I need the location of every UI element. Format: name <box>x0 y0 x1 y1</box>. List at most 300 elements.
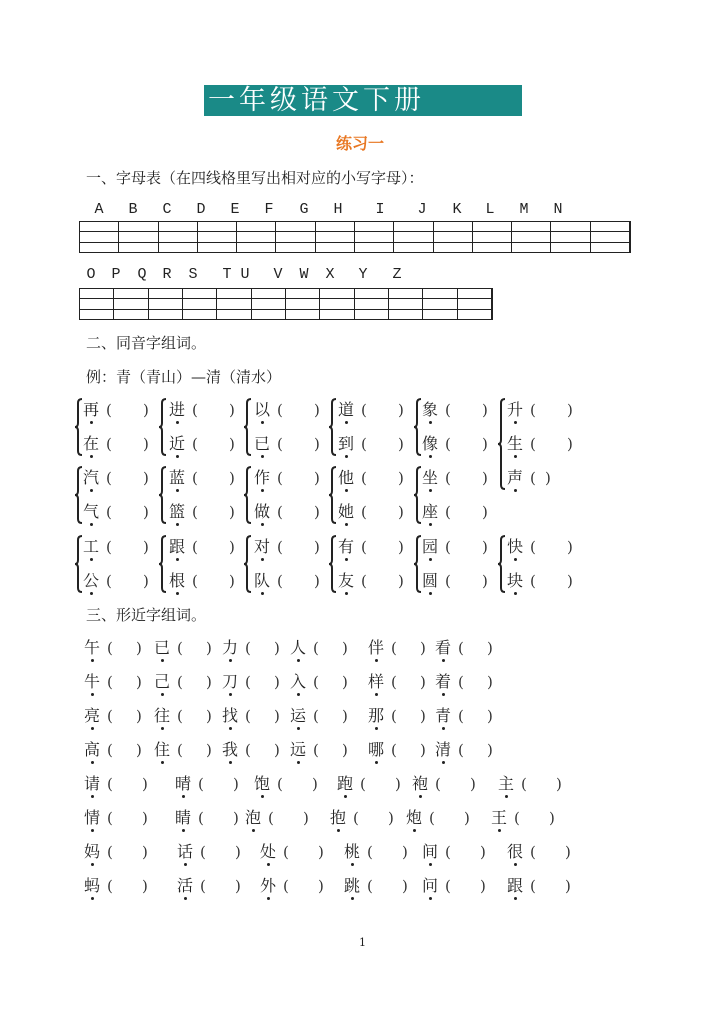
blank-open-paren: ( <box>361 503 367 521</box>
brace-path <box>498 536 505 592</box>
blank-open-paren: ( <box>200 843 206 861</box>
similar-char: 亮 <box>83 706 101 725</box>
answer-blank[interactable] <box>116 808 134 828</box>
homophone-char: 作 <box>253 468 271 487</box>
homophone-char: 生 <box>506 434 524 453</box>
answer-blank[interactable] <box>539 842 557 862</box>
blank-close-paren: ) <box>314 538 320 556</box>
answer-blank[interactable] <box>376 876 394 896</box>
brace-icon <box>328 466 338 524</box>
answer-blank[interactable] <box>322 638 340 658</box>
grid-cell[interactable] <box>198 222 237 252</box>
blank-open-paren: ( <box>445 469 451 487</box>
answer-blank[interactable] <box>322 672 340 692</box>
brace-icon <box>243 398 253 456</box>
blank-close-paren: ) <box>274 707 280 725</box>
blank-close-paren: ) <box>480 877 486 895</box>
answer-blank[interactable] <box>201 537 225 557</box>
blank-close-paren: ) <box>318 877 324 895</box>
capital-letter: Q <box>137 266 147 283</box>
grid-cell[interactable] <box>149 289 183 319</box>
blank-open-paren: ( <box>277 538 283 556</box>
blank-close-paren: ) <box>549 809 555 827</box>
answer-blank[interactable] <box>292 842 310 862</box>
answer-blank[interactable] <box>454 571 478 591</box>
grid-cell[interactable] <box>512 222 551 252</box>
grid-cell[interactable] <box>217 289 251 319</box>
blank-close-paren: ) <box>314 469 320 487</box>
homophone-char: 公 <box>82 571 100 590</box>
similar-char: 请 <box>83 774 101 793</box>
blank-close-paren: ) <box>314 401 320 419</box>
capital-letter: E <box>230 201 240 218</box>
homophone-char: 圆 <box>421 571 439 590</box>
homophone-char: 进 <box>168 400 186 419</box>
similar-char: 泡 <box>244 808 262 827</box>
blank-close-paren: ) <box>464 809 470 827</box>
answer-blank[interactable] <box>454 876 472 896</box>
similar-char: 已 <box>153 638 171 657</box>
brace-path <box>159 536 166 592</box>
blank-open-paren: ( <box>245 639 251 657</box>
answer-blank[interactable] <box>115 468 139 488</box>
answer-blank[interactable] <box>254 740 272 760</box>
blank-close-paren: ) <box>487 707 493 725</box>
answer-blank[interactable] <box>467 672 485 692</box>
answer-blank[interactable] <box>454 434 478 454</box>
answer-blank[interactable] <box>286 434 310 454</box>
section1-heading: 一、字母表（在四线格里写出相对应的小写字母）： <box>86 169 424 187</box>
blank-close-paren: ) <box>235 877 241 895</box>
brace-path <box>329 467 336 523</box>
brace-path <box>329 399 336 455</box>
similar-char: 抱 <box>329 808 347 827</box>
grid-cell[interactable] <box>355 222 394 252</box>
blank-open-paren: ( <box>530 401 536 419</box>
blank-close-paren: ) <box>420 673 426 691</box>
answer-blank[interactable] <box>207 808 225 828</box>
capital-letter: K <box>452 201 462 218</box>
answer-blank[interactable] <box>454 537 478 557</box>
blank-open-paren: ( <box>361 538 367 556</box>
brace-icon <box>328 535 338 593</box>
similar-char: 活 <box>176 876 194 895</box>
blank-close-paren: ) <box>314 503 320 521</box>
capital-letter: H <box>333 201 343 218</box>
capital-letter: V <box>273 266 283 283</box>
blank-open-paren: ( <box>530 435 536 453</box>
brace-icon <box>158 466 168 524</box>
similar-char: 伴 <box>367 638 385 657</box>
grid-cell[interactable] <box>473 222 512 252</box>
brace-icon <box>328 398 338 456</box>
blank-open-paren: ( <box>429 809 435 827</box>
blank-close-paren: ) <box>314 435 320 453</box>
blank-close-paren: ) <box>136 639 142 657</box>
homophone-char: 篮 <box>168 502 186 521</box>
blank-open-paren: ( <box>391 707 397 725</box>
homophone-char: 道 <box>337 400 355 419</box>
answer-blank[interactable] <box>539 400 563 420</box>
answer-blank[interactable] <box>286 468 310 488</box>
answer-blank[interactable] <box>286 571 310 591</box>
homophone-char: 气 <box>82 502 100 521</box>
answer-blank[interactable] <box>370 400 394 420</box>
grid-cell[interactable] <box>389 289 423 319</box>
section3-heading: 三、形近字组词。 <box>86 606 207 624</box>
blank-open-paren: ( <box>107 843 113 861</box>
answer-blank[interactable] <box>539 468 563 488</box>
grid-cell[interactable] <box>114 289 148 319</box>
blank-open-paren: ( <box>106 572 112 590</box>
answer-blank[interactable] <box>201 434 225 454</box>
blank-close-paren: ) <box>470 775 476 793</box>
blank-close-paren: ) <box>482 538 488 556</box>
blank-close-paren: ) <box>567 538 573 556</box>
answer-blank[interactable] <box>209 876 227 896</box>
homophone-char: 做 <box>253 502 271 521</box>
brace-icon <box>158 535 168 593</box>
blank-close-paren: ) <box>567 435 573 453</box>
capital-letter: B <box>128 201 138 218</box>
blank-close-paren: ) <box>398 435 404 453</box>
blank-close-paren: ) <box>142 775 148 793</box>
answer-blank[interactable] <box>254 706 272 726</box>
blank-open-paren: ( <box>245 707 251 725</box>
answer-blank[interactable] <box>286 774 304 794</box>
blank-open-paren: ( <box>107 809 113 827</box>
similar-char: 情 <box>83 808 101 827</box>
brace-icon <box>497 398 507 490</box>
answer-blank[interactable] <box>454 842 472 862</box>
brace-path <box>75 399 82 455</box>
answer-blank[interactable] <box>539 537 563 557</box>
answer-blank[interactable] <box>322 706 340 726</box>
blank-close-paren: ) <box>487 673 493 691</box>
similar-char: 王 <box>490 808 508 827</box>
blank-close-paren: ) <box>206 673 212 691</box>
grid-cell[interactable] <box>159 222 198 252</box>
blank-close-paren: ) <box>206 639 212 657</box>
blank-close-paren: ) <box>420 707 426 725</box>
grid-cell[interactable] <box>286 289 320 319</box>
homophone-char: 座 <box>421 502 439 521</box>
capital-letter: U <box>240 266 250 283</box>
blank-close-paren: ) <box>342 639 348 657</box>
answer-blank[interactable] <box>115 400 139 420</box>
brace-path <box>75 467 82 523</box>
blank-close-paren: ) <box>482 435 488 453</box>
answer-blank[interactable] <box>116 740 134 760</box>
answer-blank[interactable] <box>277 808 295 828</box>
blank-open-paren: ( <box>245 741 251 759</box>
blank-close-paren: ) <box>342 741 348 759</box>
blank-close-paren: ) <box>487 741 493 759</box>
blank-open-paren: ( <box>313 741 319 759</box>
blank-close-paren: ) <box>143 538 149 556</box>
answer-blank[interactable] <box>201 400 225 420</box>
answer-blank[interactable] <box>322 740 340 760</box>
answer-blank[interactable] <box>454 400 478 420</box>
answer-blank[interactable] <box>186 638 204 658</box>
blank-open-paren: ( <box>458 639 464 657</box>
brace-path <box>329 536 336 592</box>
blank-open-paren: ( <box>268 809 274 827</box>
answer-blank[interactable] <box>523 808 541 828</box>
answer-blank[interactable] <box>209 842 227 862</box>
similar-char: 桃 <box>343 842 361 861</box>
blank-open-paren: ( <box>313 639 319 657</box>
similar-char: 处 <box>259 842 277 861</box>
blank-open-paren: ( <box>445 843 451 861</box>
grid-line <box>80 309 492 310</box>
homophone-char: 像 <box>421 434 439 453</box>
similar-char: 主 <box>497 774 515 793</box>
answer-blank[interactable] <box>467 706 485 726</box>
blank-open-paren: ( <box>530 877 536 895</box>
blank-close-paren: ) <box>342 707 348 725</box>
answer-blank[interactable] <box>376 842 394 862</box>
blank-close-paren: ) <box>312 775 318 793</box>
blank-open-paren: ( <box>198 809 204 827</box>
answer-blank[interactable] <box>454 502 478 522</box>
homophone-char: 有 <box>337 537 355 556</box>
blank-open-paren: ( <box>367 877 373 895</box>
blank-close-paren: ) <box>142 809 148 827</box>
blank-open-paren: ( <box>361 401 367 419</box>
homophone-char: 象 <box>421 400 439 419</box>
answer-blank[interactable] <box>400 672 418 692</box>
blank-close-paren: ) <box>482 469 488 487</box>
answer-blank[interactable] <box>186 672 204 692</box>
blank-close-paren: ) <box>402 877 408 895</box>
blank-open-paren: ( <box>192 401 198 419</box>
homophone-char: 块 <box>506 571 524 590</box>
homophone-char: 根 <box>168 571 186 590</box>
brace-path <box>244 399 251 455</box>
blank-close-paren: ) <box>274 741 280 759</box>
answer-blank[interactable] <box>292 876 310 896</box>
similar-char: 问 <box>421 876 439 895</box>
answer-blank[interactable] <box>115 571 139 591</box>
answer-blank[interactable] <box>115 502 139 522</box>
answer-blank[interactable] <box>362 808 380 828</box>
grid-cell[interactable] <box>237 222 276 252</box>
similar-char: 运 <box>289 706 307 725</box>
blank-close-paren: ) <box>482 503 488 521</box>
grid-cell[interactable] <box>394 222 433 252</box>
answer-blank[interactable] <box>539 876 557 896</box>
similar-char: 跟 <box>506 876 524 895</box>
similar-char: 跑 <box>336 774 354 793</box>
grid-cell[interactable] <box>252 289 286 319</box>
blank-open-paren: ( <box>283 843 289 861</box>
answer-blank[interactable] <box>400 740 418 760</box>
grid-cell[interactable] <box>119 222 158 252</box>
homophone-char: 蓝 <box>168 468 186 487</box>
answer-blank[interactable] <box>370 468 394 488</box>
answer-blank[interactable] <box>186 706 204 726</box>
grid-cell[interactable] <box>551 222 590 252</box>
homophone-char: 坐 <box>421 468 439 487</box>
blank-open-paren: ( <box>106 469 112 487</box>
answer-blank[interactable] <box>116 638 134 658</box>
blank-open-paren: ( <box>277 435 283 453</box>
answer-blank[interactable] <box>286 400 310 420</box>
answer-blank[interactable] <box>444 774 462 794</box>
blank-close-paren: ) <box>567 401 573 419</box>
answer-blank[interactable] <box>286 537 310 557</box>
answer-blank[interactable] <box>201 468 225 488</box>
answer-blank[interactable] <box>539 434 563 454</box>
answer-blank[interactable] <box>530 774 548 794</box>
capital-letter: G <box>299 201 309 218</box>
answer-blank[interactable] <box>369 774 387 794</box>
similar-char: 炮 <box>405 808 423 827</box>
blank-close-paren: ) <box>206 707 212 725</box>
blank-open-paren: ( <box>445 401 451 419</box>
blank-close-paren: ) <box>229 503 235 521</box>
blank-open-paren: ( <box>107 775 113 793</box>
similar-char: 饱 <box>253 774 271 793</box>
blank-close-paren: ) <box>482 401 488 419</box>
blank-open-paren: ( <box>277 401 283 419</box>
blank-open-paren: ( <box>313 707 319 725</box>
brace-path <box>498 399 505 489</box>
answer-blank[interactable] <box>186 740 204 760</box>
blank-close-paren: ) <box>143 401 149 419</box>
grid-cell[interactable] <box>320 289 354 319</box>
blank-close-paren: ) <box>567 572 573 590</box>
blank-close-paren: ) <box>233 775 239 793</box>
blank-open-paren: ( <box>106 435 112 453</box>
answer-blank[interactable] <box>207 774 225 794</box>
blank-open-paren: ( <box>530 572 536 590</box>
answer-blank[interactable] <box>370 434 394 454</box>
similar-char: 间 <box>421 842 439 861</box>
answer-blank[interactable] <box>286 502 310 522</box>
answer-blank[interactable] <box>454 468 478 488</box>
blank-open-paren: ( <box>361 435 367 453</box>
answer-blank[interactable] <box>116 672 134 692</box>
blank-close-paren: ) <box>398 572 404 590</box>
capital-letter: X <box>325 266 335 283</box>
brace-icon <box>243 466 253 524</box>
similar-char: 睛 <box>174 808 192 827</box>
capital-letter: Z <box>392 266 402 283</box>
blank-open-paren: ( <box>106 401 112 419</box>
similar-char: 外 <box>259 876 277 895</box>
brace-path <box>159 467 166 523</box>
grid-cell[interactable] <box>423 289 457 319</box>
blank-close-paren: ) <box>545 469 551 487</box>
blank-open-paren: ( <box>192 572 198 590</box>
homophone-char: 近 <box>168 434 186 453</box>
answer-blank[interactable] <box>254 638 272 658</box>
answer-blank[interactable] <box>116 876 134 896</box>
brace-icon <box>497 535 507 593</box>
answer-blank[interactable] <box>201 502 225 522</box>
grid-cell[interactable] <box>591 222 630 252</box>
answer-blank[interactable] <box>116 774 134 794</box>
grid-cell[interactable] <box>80 222 119 252</box>
answer-blank[interactable] <box>254 672 272 692</box>
blank-open-paren: ( <box>277 469 283 487</box>
capital-letter: O <box>86 266 96 283</box>
similar-char: 哪 <box>367 740 385 759</box>
grid-cell[interactable] <box>316 222 355 252</box>
brace-path <box>159 399 166 455</box>
grid-line <box>80 231 630 232</box>
exercise-title: 练习一 <box>336 134 385 153</box>
blank-open-paren: ( <box>445 538 451 556</box>
similar-char: 晴 <box>174 774 192 793</box>
blank-open-paren: ( <box>458 741 464 759</box>
grid-cell[interactable] <box>276 222 315 252</box>
answer-blank[interactable] <box>370 537 394 557</box>
similar-char: 蚂 <box>83 876 101 895</box>
similar-char: 袍 <box>411 774 429 793</box>
capital-letter: R <box>162 266 172 283</box>
answer-blank[interactable] <box>201 571 225 591</box>
grid-cell[interactable] <box>80 289 114 319</box>
answer-blank[interactable] <box>115 434 139 454</box>
grid-cell[interactable] <box>434 222 473 252</box>
answer-blank[interactable] <box>438 808 456 828</box>
answer-blank[interactable] <box>370 502 394 522</box>
similar-char: 高 <box>83 740 101 759</box>
homophone-char: 队 <box>253 571 271 590</box>
answer-blank[interactable] <box>400 706 418 726</box>
blank-close-paren: ) <box>235 843 241 861</box>
capital-letter: M <box>519 201 529 218</box>
blank-open-paren: ( <box>445 877 451 895</box>
answer-blank[interactable] <box>370 571 394 591</box>
blank-close-paren: ) <box>420 639 426 657</box>
blank-close-paren: ) <box>402 843 408 861</box>
section2-example: 例：青（青山）—清（清水） <box>86 368 282 386</box>
blank-close-paren: ) <box>143 572 149 590</box>
similar-char: 清 <box>434 740 452 759</box>
answer-blank[interactable] <box>115 537 139 557</box>
blank-close-paren: ) <box>318 843 324 861</box>
answer-blank[interactable] <box>467 740 485 760</box>
blank-open-paren: ( <box>445 503 451 521</box>
answer-blank[interactable] <box>467 638 485 658</box>
blank-open-paren: ( <box>458 673 464 691</box>
grid-cell[interactable] <box>355 289 389 319</box>
four-line-grid <box>79 288 493 320</box>
blank-close-paren: ) <box>398 538 404 556</box>
answer-blank[interactable] <box>400 638 418 658</box>
grid-line <box>80 242 630 243</box>
answer-blank[interactable] <box>539 571 563 591</box>
similar-char: 入 <box>289 672 307 691</box>
blank-open-paren: ( <box>192 538 198 556</box>
blank-open-paren: ( <box>391 673 397 691</box>
answer-blank[interactable] <box>116 706 134 726</box>
blank-open-paren: ( <box>107 673 113 691</box>
grid-cell[interactable] <box>458 289 492 319</box>
blank-open-paren: ( <box>177 741 183 759</box>
capital-letter: T <box>222 266 232 283</box>
answer-blank[interactable] <box>116 842 134 862</box>
blank-open-paren: ( <box>107 639 113 657</box>
capital-letter: I <box>375 201 385 218</box>
similar-char: 很 <box>506 842 524 861</box>
grid-cell[interactable] <box>183 289 217 319</box>
brace-path <box>414 536 421 592</box>
